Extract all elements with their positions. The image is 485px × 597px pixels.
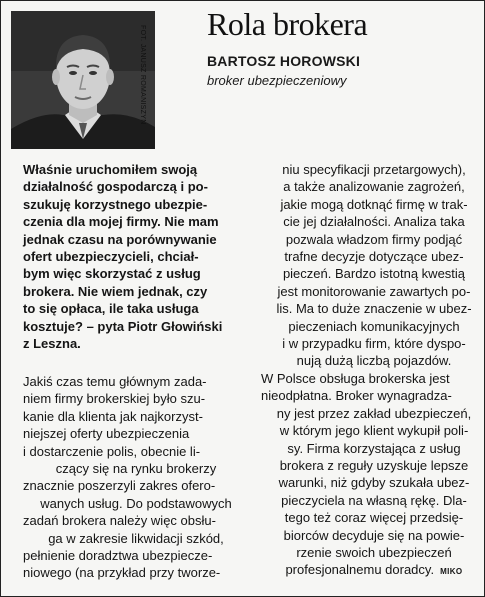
- answer-line: czący się na rynku brokerzy: [55, 461, 217, 477]
- author-name: BARTOSZ HOROWSKI: [207, 53, 361, 69]
- answer-line: biorców decyduje się na powie-: [283, 527, 465, 543]
- question-line: to się opłaca, ile taka usługa: [23, 301, 199, 317]
- answer-line: Jakiś czas temu głównym zada-: [23, 374, 207, 389]
- answer-line: warunki, niż gdyby szukała ubez-: [278, 475, 470, 491]
- answer-column-left: [23, 373, 249, 582]
- answer-line: ga w zakresie likwidacji szkód,: [48, 530, 224, 546]
- answer-line: lis. Ma to duże znaczenie w ubez-: [276, 301, 472, 317]
- answer-line: kanie dla klienta jak najkorzyst-: [23, 408, 203, 424]
- answer-line: i w przypadku firm, które dyspo-: [282, 336, 466, 352]
- question-line: Właśnie uruchomiłem swoją: [23, 162, 198, 177]
- question-line: z Leszna.: [23, 336, 81, 352]
- question-line: jednak czasu na porównywanie: [23, 231, 217, 247]
- author-initials: MIKO: [440, 567, 463, 577]
- answer-line: trafne decyzje dotyczące ubez-: [284, 249, 464, 265]
- author-role: broker ubezpieczeniowy: [207, 73, 347, 88]
- answer-line: niu specyfikacji przetargowych),: [282, 162, 466, 177]
- answer-line: niem firmy brokerskiej było szu-: [23, 391, 206, 407]
- answer-line: znacznie poszerzyli zakres ofero-: [23, 478, 216, 494]
- question-line: ofert ubezpieczycieli, chciał-: [23, 249, 199, 265]
- answer-line: w którym jego klient wykupił poli-: [279, 423, 469, 439]
- answer-line: W Polsce obsługa brokerska jest: [261, 370, 450, 386]
- author-photo: [11, 11, 155, 149]
- answer-line: pieczeń. Bardzo istotną kwestią: [282, 266, 466, 282]
- answer-line: profesjonalnemu doradcy.: [285, 562, 435, 578]
- answer-line: jest monitorowanie zawartych po-: [277, 283, 471, 299]
- question-line: czenia dla mojej firmy. Nie mam: [23, 214, 219, 230]
- portrait-image: [11, 11, 155, 149]
- question-line: kosztuje? – pyta Piotr Głowiński: [23, 318, 223, 334]
- answer-column-right: [261, 161, 485, 581]
- answer-line: nieodpłatna. Broker wynagradza-: [261, 388, 452, 404]
- answer-line: niejszej oferty ubezpieczenia: [23, 426, 190, 442]
- answer-line: sy. Firma korzystająca z usług: [287, 440, 461, 456]
- answer-line: brokera z reguły uzyskuje lepsze: [279, 457, 469, 473]
- answer-line: ny jest przez zakład ubezpieczeń,: [276, 405, 472, 421]
- answer-line: pełnienie doradztwa ubezpiecze-: [23, 548, 213, 564]
- question-line: szukuję korzystnego ubezpie-: [23, 196, 208, 212]
- answer-line: cie jej działalności. Analiza taka: [283, 214, 465, 230]
- answer-line: rzenie swoich ubezpieczeń: [296, 544, 452, 560]
- article-title: Rola brokera: [207, 6, 368, 42]
- answer-line: pozwala władzom firmy podjąć: [285, 231, 463, 247]
- photo-credit: FOT. JANUSZ ROMANISZYN: [139, 25, 146, 125]
- question-line: działalność gospodarczą i po-: [23, 179, 208, 195]
- final-line: [261, 561, 485, 580]
- answer-line: jakie mogą dotknąć firmę w trak-: [280, 196, 468, 212]
- question-line: brokera. Nie wiem jednak, czy: [23, 283, 208, 299]
- answer-line: a także analizowanie zagrożeń,: [283, 179, 465, 195]
- answer-line: tego też coraz więcej przedsię-: [284, 510, 464, 526]
- answer-line: wanych usług. Do podstawowych: [40, 495, 232, 511]
- answer-line: pieczeniach komunikacyjnych: [288, 318, 460, 334]
- answer-line: i dostarczenie polis, obecnie li-: [23, 443, 201, 459]
- reader-question: [23, 161, 249, 352]
- answer-line: pieczyciela na własną rękę. Dla-: [281, 492, 467, 508]
- answer-line: niowego (na przykład przy tworze-: [23, 565, 221, 581]
- answer-line: nują dużą liczbą pojazdów.: [296, 353, 452, 369]
- answer-line: zadań brokera należy więc obsłu-: [23, 513, 216, 529]
- question-line: bym więc skorzystać z usług: [23, 266, 201, 282]
